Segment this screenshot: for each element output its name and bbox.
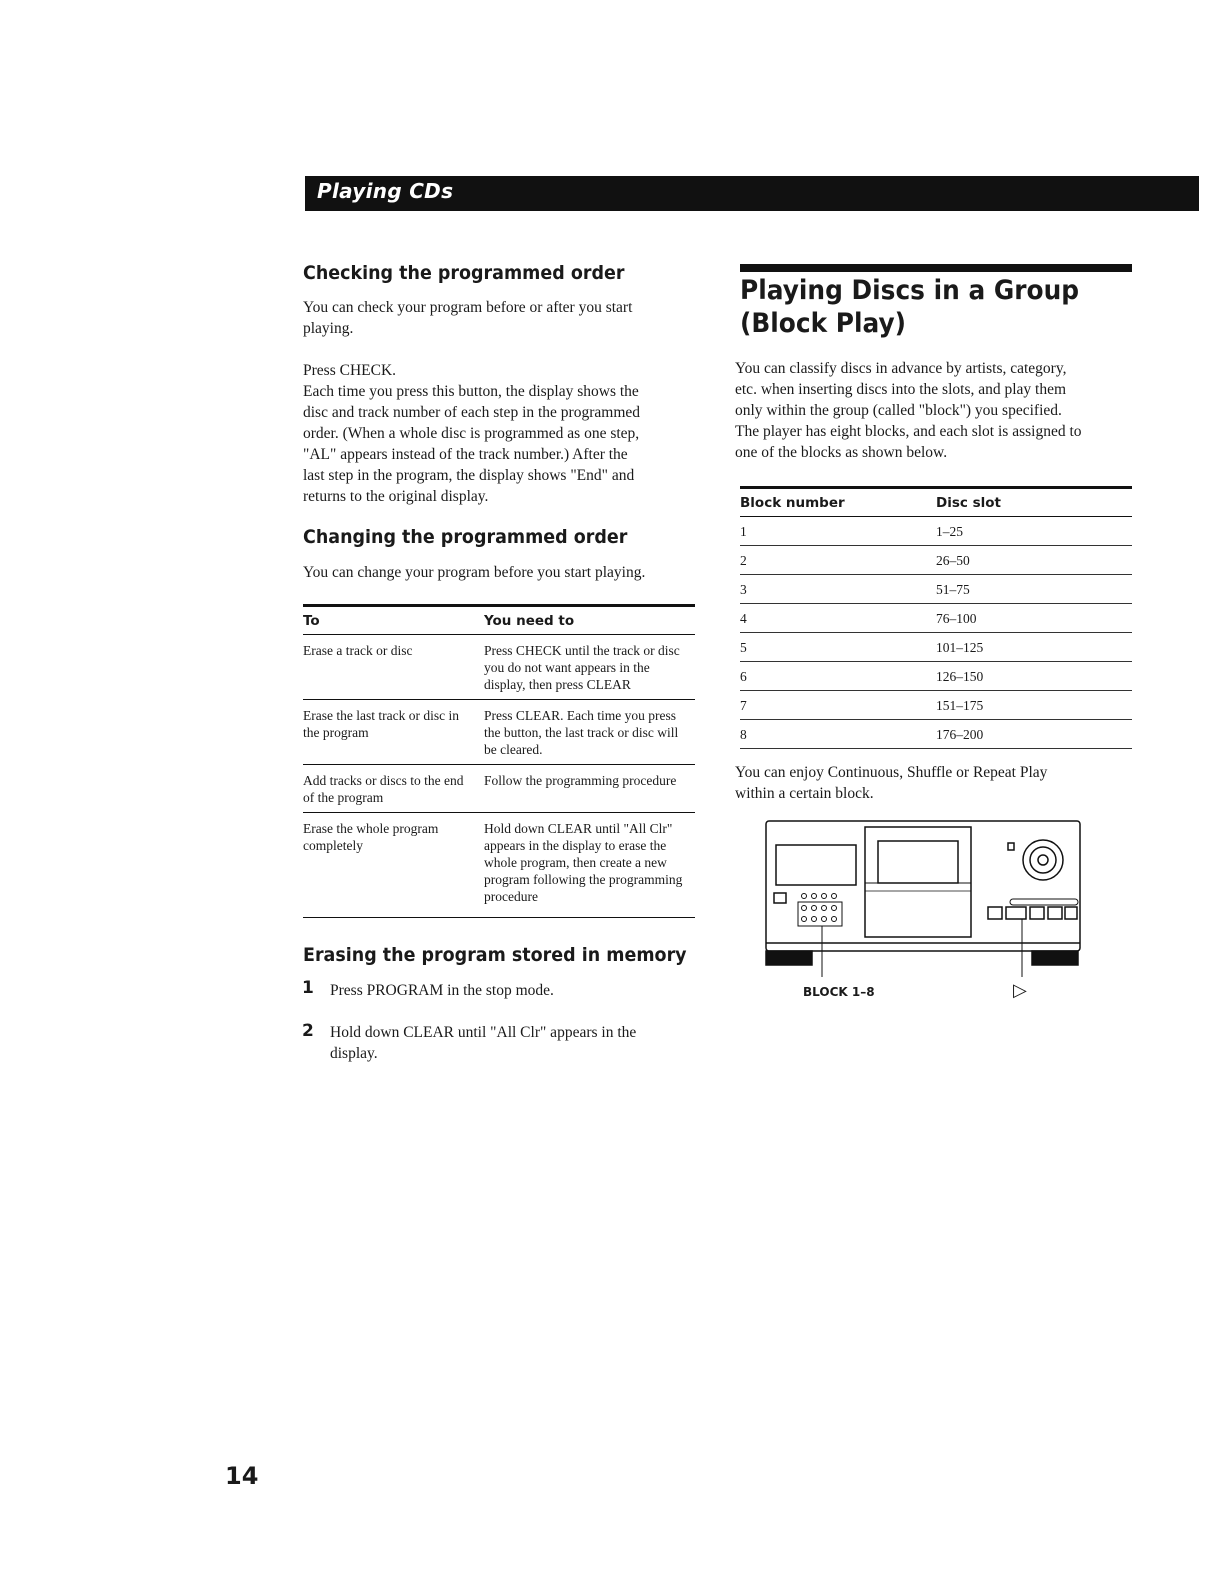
table-cell: 4 bbox=[740, 604, 936, 633]
table-row bbox=[740, 633, 1132, 662]
table-row bbox=[303, 813, 695, 918]
block-body-3: only within the group (called "block") you specified. bbox=[735, 402, 1062, 419]
block-body-2: etc. when inserting discs into the slots, and play them bbox=[735, 381, 1067, 398]
block-body-5: one of the blocks as shown below. bbox=[735, 444, 948, 461]
table-cell: Add tracks or discs to the end of the program bbox=[303, 765, 484, 813]
table-cell: 51–75 bbox=[936, 575, 1132, 604]
table-cell: 1 bbox=[740, 517, 936, 546]
table-cell: 76–100 bbox=[936, 604, 1132, 633]
cd-player-illustration bbox=[760, 815, 1090, 1005]
player-foot-right bbox=[1032, 951, 1078, 965]
table-cell: Erase the last track or disc in the program bbox=[303, 700, 484, 765]
table-cell: Erase a track or disc bbox=[303, 635, 484, 700]
checking-body-2: disc and track number of each step in the programmed bbox=[303, 404, 641, 421]
table-header-disc-slot: Disc slot bbox=[936, 488, 1132, 517]
play-symbol-icon: ▷ bbox=[1013, 980, 1027, 1001]
block-body-1: You can classify discs in advance by artists, category, bbox=[735, 360, 1067, 377]
checking-body-1: Each time you press this button, the display shows the bbox=[303, 383, 639, 400]
page-number: 14 bbox=[225, 1462, 259, 1490]
changing-table bbox=[303, 604, 695, 918]
block-after-2: within a certain block. bbox=[735, 785, 874, 802]
checking-intro-2: playing. bbox=[303, 320, 354, 337]
page-title bbox=[740, 274, 1079, 340]
table-row bbox=[740, 575, 1132, 604]
block-body-4: The player has eight blocks, and each slot is assigned to bbox=[735, 423, 1082, 440]
table-row bbox=[740, 691, 1132, 720]
power-button bbox=[774, 893, 786, 903]
disc-door bbox=[865, 827, 971, 937]
table-row bbox=[303, 765, 695, 813]
table-cell: Follow the programming procedure bbox=[484, 765, 695, 813]
section-header-bar bbox=[305, 176, 1199, 211]
checking-body-6: returns to the original display. bbox=[303, 488, 489, 505]
table-cell: 7 bbox=[740, 691, 936, 720]
table-header-block-number: Block number bbox=[740, 488, 936, 517]
table-header-you-need-to: You need to bbox=[484, 606, 695, 635]
step-text: Hold down CLEAR until "All Clr" appears in the bbox=[330, 1024, 637, 1041]
table-header-row bbox=[740, 488, 1132, 517]
title-line-1: Playing Discs in a Group bbox=[740, 275, 1080, 306]
table-row bbox=[740, 720, 1132, 749]
block-after-1: You can enjoy Continuous, Shuffle or Repeat Play bbox=[735, 764, 1048, 781]
table-cell: Erase the whole program completely bbox=[303, 813, 484, 918]
checking-body-4: "AL" appears instead of the track number.) After the bbox=[303, 446, 628, 463]
table-row bbox=[303, 700, 695, 765]
table-row bbox=[740, 546, 1132, 575]
step-number: 1 bbox=[302, 978, 314, 998]
table-cell: Hold down CLEAR until "All Clr" appears in the display to erase the whole program, then create a new program following the programming procedure bbox=[484, 813, 695, 918]
step-number: 2 bbox=[302, 1021, 314, 1041]
table-cell: 8 bbox=[740, 720, 936, 749]
player-foot-left bbox=[766, 951, 812, 965]
table-cell: 3 bbox=[740, 575, 936, 604]
table-cell: Press CHECK until the track or disc you do not want appears in the display, then press CLEAR bbox=[484, 635, 695, 700]
figure-label-block: BLOCK 1–8 bbox=[803, 985, 875, 999]
table-row bbox=[740, 604, 1132, 633]
table-cell: 6 bbox=[740, 662, 936, 691]
table-cell: 151–175 bbox=[936, 691, 1132, 720]
checking-intro-1: You can check your program before or after you start bbox=[303, 299, 633, 316]
heading-changing: Changing the programmed order bbox=[303, 526, 628, 548]
step-text: display. bbox=[330, 1045, 378, 1062]
jog-dial bbox=[1023, 840, 1063, 880]
block-table bbox=[740, 486, 1132, 749]
table-cell: 101–125 bbox=[936, 633, 1132, 662]
table-row bbox=[740, 662, 1132, 691]
play-button bbox=[1006, 907, 1026, 919]
title-rule bbox=[740, 264, 1132, 272]
checking-press: Press CHECK. bbox=[303, 362, 397, 379]
table-cell: 1–25 bbox=[936, 517, 1132, 546]
checking-body-3: order. (When a whole disc is programmed as one step, bbox=[303, 425, 640, 442]
table-cell: Press CLEAR. Each time you press the button, the last track or disc will be cleared. bbox=[484, 700, 695, 765]
table-cell: 126–150 bbox=[936, 662, 1132, 691]
checking-body-5: last step in the program, the display shows "End" and bbox=[303, 467, 635, 484]
table-row bbox=[303, 635, 695, 700]
left-display bbox=[776, 845, 856, 885]
table-cell: 26–50 bbox=[936, 546, 1132, 575]
center-display bbox=[878, 841, 958, 883]
table-cell: 176–200 bbox=[936, 720, 1132, 749]
table-header-to: To bbox=[303, 606, 484, 635]
step-text: Press PROGRAM in the stop mode. bbox=[330, 982, 554, 999]
table-cell: 2 bbox=[740, 546, 936, 575]
heading-erasing: Erasing the program stored in memory bbox=[303, 944, 687, 966]
title-line-2: (Block Play) bbox=[740, 308, 907, 339]
table-cell: 5 bbox=[740, 633, 936, 662]
heading-checking: Checking the programmed order bbox=[303, 262, 625, 284]
table-header-row bbox=[303, 606, 695, 635]
changing-intro: You can change your program before you start playing. bbox=[303, 564, 646, 581]
stop-button bbox=[988, 907, 1002, 919]
section-title: Playing CDs bbox=[317, 179, 454, 203]
table-row bbox=[740, 517, 1132, 546]
